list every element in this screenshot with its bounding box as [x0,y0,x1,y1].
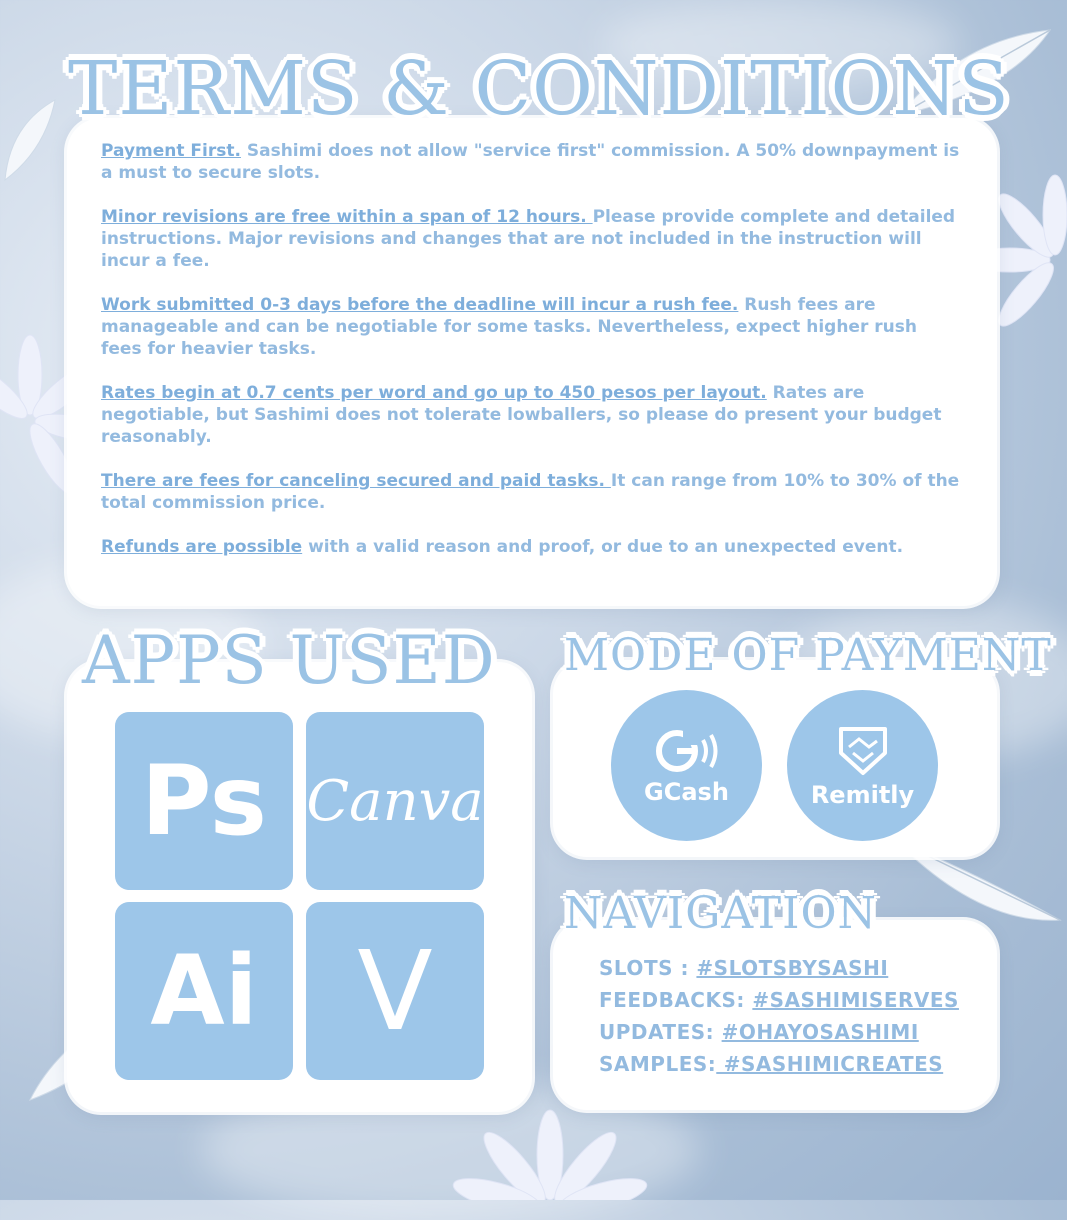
nav-label: SAMPLES: [599,1052,717,1076]
navigation-panel [553,920,997,1110]
nav-row-slots [599,952,959,984]
term-item [101,470,963,514]
nav-hashtag-link[interactable]: #OHAYOSASHIMI [721,1020,919,1044]
term-item [101,294,963,360]
gcash-badge [611,690,762,841]
nav-hashtag-link[interactable]: #SASHIMISERVES [752,988,959,1012]
remitly-badge [787,690,938,841]
term-text: Sashimi does not allow "service first" commission. A 50% downpayment is a must to secure slots. [101,141,960,183]
term-item [101,536,963,558]
nav-hashtag-link[interactable]: #SLOTSBYSASHI [696,956,889,980]
term-lead: Work submitted 0-3 days before the deadline will incur a rush fee. [101,295,739,315]
term-text: with a valid reason and proof, or due to an unexpected event. [302,537,904,557]
remitly-icon [833,723,893,779]
term-lead: Rates begin at 0.7 cents per word and go up to 450 pesos per layout. [101,383,767,403]
nav-row-feedbacks [599,984,959,1016]
term-text: Rates are negotiable, but Sashimi does not tolerate lowballers, so please do present your budget reasonably. [101,383,942,447]
canva-tile: Canva [306,712,484,890]
nav-label: SLOTS : [599,956,697,980]
nav-hashtag-link[interactable]: #SASHIMICREATES [716,1052,944,1076]
gcash-label: GCash [644,777,729,806]
term-text: Rush fees are manageable and can be negotiable for some tasks. Nevertheless, expect higher rush fees for heavier tasks. [101,295,917,359]
vector-app-tile: V [306,902,484,1080]
navigation-title: NAVIGATION [564,888,878,939]
term-lead: Refunds are possible [101,537,303,557]
term-text: Please provide complete and detailed instructions. Major revisions and changes that are not included in the instruction will incur a fee. [101,207,956,271]
remitly-label: Remitly [810,780,915,809]
term-item [101,140,963,184]
term-item [101,382,963,448]
terms-title: TERMS & CONDITIONS [68,46,1010,132]
nav-row-updates [599,1016,959,1048]
payment-panel [553,660,997,857]
flower-decoration [440,1100,660,1200]
feather-decoration [0,95,60,185]
gcash-icon [647,726,727,776]
nav-label: UPDATES: [599,1020,722,1044]
illustrator-tile: Ai [115,902,293,1080]
nav-row-samples [599,1048,959,1080]
terms-panel [67,118,997,606]
term-lead: Minor revisions are free within a span of 12 hours. [101,207,593,227]
photoshop-tile: Ps [115,712,293,890]
apps-title: APPS USED [82,622,496,699]
navigation-list [599,952,959,1080]
term-item [101,206,963,272]
term-text: It can range from 10% to 30% of the total commission price. [101,471,960,513]
term-lead: There are fees for canceling secured and paid tasks. [101,471,611,491]
nav-label: FEEDBACKS: [599,988,753,1012]
payment-title: MODE OF PAYMENT [564,630,1052,681]
terms-list [101,140,963,580]
term-lead: Payment First. [101,141,241,161]
apps-panel [67,662,532,1112]
